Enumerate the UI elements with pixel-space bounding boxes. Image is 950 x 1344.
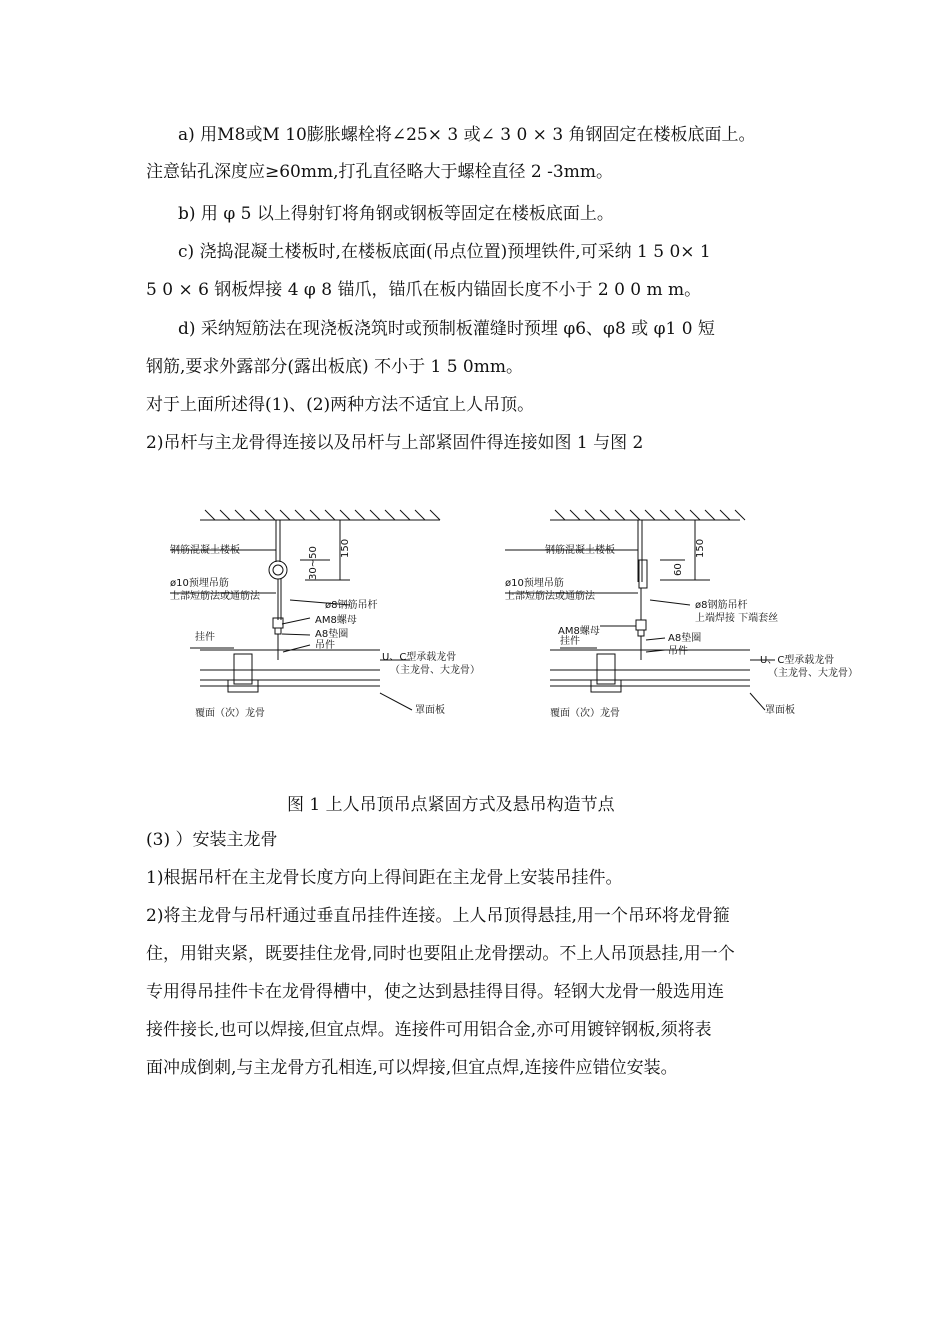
label-sub-keel: 覆面（次）龙骨 [195,708,265,719]
paragraph-note: 对于上面所述得(1)、(2)两种方法不适宜上人吊顶。 [146,395,535,415]
label-embed-1: ø10预埋吊筋 [505,578,564,589]
label-hanger: 挂件 [560,636,580,647]
label-washer: A8垫圈 [315,629,349,640]
label-washer: A8垫圈 [668,633,702,644]
label-nut: AM8螺母 [558,626,600,637]
paragraph-b: b) 用 φ 5 以上得射钉将角钢或钢板等固定在楼板底面上。 [178,204,614,224]
label-sub-keel: 覆面（次）龙骨 [550,708,620,719]
paragraph-c-line1: c) 浇捣混凝土楼板时,在楼板底面(吊点位置)预埋铁件,可采纳 1 5 0× 1 [178,242,711,262]
paragraph-d-line2: 钢筋,要求外露部分(露出板底) 不小于 1 5 0mm。 [146,357,523,377]
figure-right-node [500,500,880,730]
label-main-keel-2: （主龙骨、大龙骨） [390,665,480,676]
figure-left-node [150,500,530,730]
label-rod: ø8钢筋吊杆 [325,600,378,611]
section-heading: (3) ）安装主龙骨 [146,830,278,850]
label-dim-60: 60 [673,563,684,576]
label-main-keel-2: （主龙骨、大龙骨） [768,668,858,679]
label-panel: 罩面板 [415,705,445,716]
label-main-keel-1: U、C型承载龙骨 [760,655,835,666]
paragraph-2-line2: 住，用钳夹紧，既要挂住龙骨,同时也要阻止龙骨摆动。不上人吊顶悬挂,用一个 [146,944,735,964]
label-embed-1: ø10预埋吊筋 [170,578,229,589]
label-embed-2: 上部短筋法或通筋法 [505,591,595,602]
label-hanger-part: 吊件 [668,646,688,657]
label-main-keel-1: U、C型承载龙骨 [382,652,457,663]
label-dim-30-50: 30~50 [308,546,319,580]
paragraph-connection: 2)吊杆与主龙骨得连接以及吊杆与上部紧固件得连接如图 1 与图 2 [146,433,644,453]
paragraph-2-line5: 面冲成倒刺,与主龙骨方孔相连,可以焊接,但宜点焊,连接件应错位安装。 [146,1058,678,1078]
figure-caption: 图 1 上人吊顶吊点紧固方式及悬吊构造节点 [287,795,615,815]
label-panel: 罩面板 [765,705,795,716]
label-hanger: 挂件 [195,632,215,643]
paragraph-d-line1: d) 采纳短筋法在现浇板浇筑时或预制板灌缝时预埋 φ6、φ8 或 φ1 0 短 [178,319,715,339]
label-slab: 钢筋混凝土楼板 [545,545,615,556]
label-rod-2: 上端焊接 下端套丝 [695,613,779,624]
label-nut: AM8螺母 [315,615,357,626]
paragraph-a-line2: 注意钻孔深度应≥60mm,打孔直径略大于螺栓直径 2 -3mm。 [146,162,613,182]
label-dim-150: 150 [340,538,351,558]
paragraph-2-line3: 专用得吊挂件卡在龙骨得槽中，使之达到悬挂得目得。轻钢大龙骨一般选用连 [146,982,724,1002]
paragraph-2-line1: 2)将主龙骨与吊杆通过垂直吊挂件连接。上人吊顶得悬挂,用一个吊环将龙骨箍 [146,906,730,926]
paragraph-1: 1)根据吊杆在主龙骨长度方向上得间距在主龙骨上安装吊挂件。 [146,868,623,888]
paragraph-2-line4: 接件接长,也可以焊接,但宜点焊。连接件可用铝合金,亦可用镀锌钢板,须将表 [146,1020,712,1040]
paragraph-c-line2: 5 0 × 6 钢板焊接 4 φ 8 锚爪，锚爪在板内锚固长度不小于 2 0 0 m m。 [146,280,702,300]
label-hanger-part: 吊件 [315,640,335,651]
paragraph-a-line1: a) 用M8或M 10膨胀螺栓将∠25× 3 或∠ 3 0 × 3 角钢固定在楼板底面上。 [178,125,756,145]
label-dim-150: 150 [695,538,706,558]
label-slab: 钢筋混凝土楼板 [170,545,240,556]
label-rod-1: ø8钢筋吊杆 [695,600,748,611]
label-embed-2: 上部短筋法或通筋法 [170,591,260,602]
